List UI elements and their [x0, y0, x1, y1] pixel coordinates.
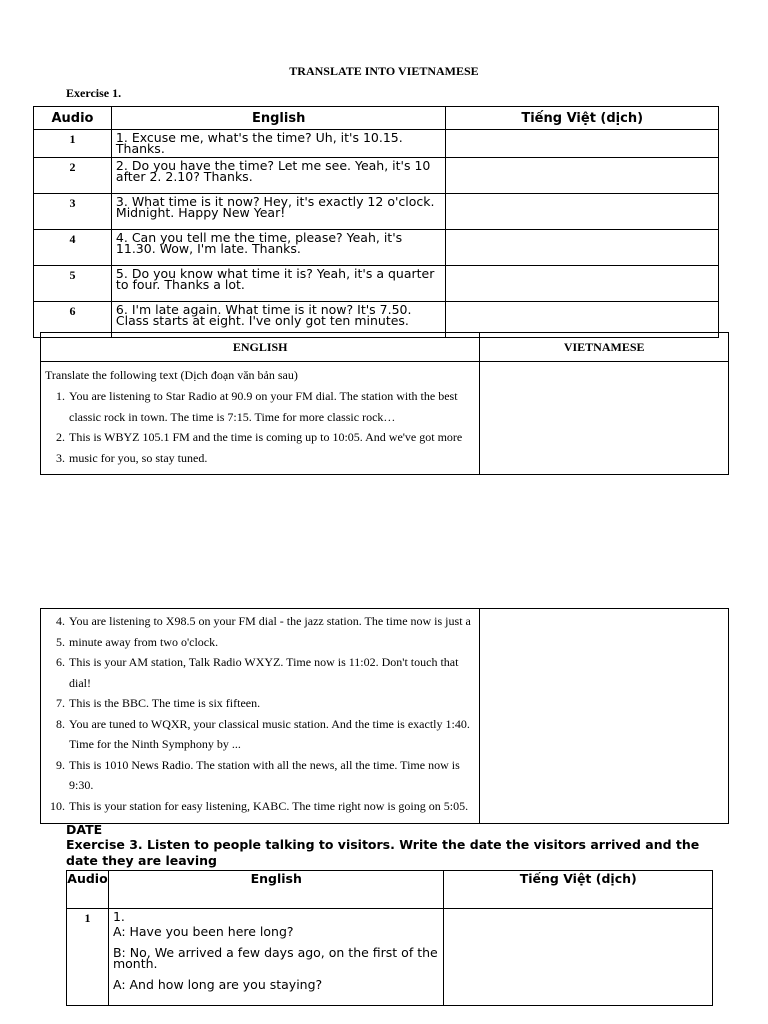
translation-cell[interactable] — [446, 158, 719, 194]
exercise3-title: Exercise 3. Listen to people talking to visitors. Write the date the visitors arrived and the date they are leaving — [66, 837, 700, 868]
translation-cell[interactable] — [446, 194, 719, 230]
english-text-cell — [41, 609, 480, 824]
page-title: TRANSLATE INTO VIETNAMESE — [289, 64, 479, 78]
exercise2-table — [40, 332, 729, 475]
list-item: 7. This is the BBC. The time is six fifteen. — [56, 696, 261, 710]
list-item: classic rock in town. The time is 7:15. Time for more classic rock… — [69, 409, 396, 424]
radio-text-list — [45, 386, 475, 468]
audio-number: 3 — [34, 194, 112, 230]
table-row — [34, 230, 719, 266]
english-sentence: 5. Do you know what time it is? Yeah, it's a quarter to four. Thanks a lot. — [111, 266, 445, 302]
header-audio: Audio — [67, 871, 109, 909]
dialogue-cell — [108, 909, 443, 1006]
english-text-cell — [41, 362, 480, 475]
header-english: English — [111, 107, 445, 130]
table-row — [34, 158, 719, 194]
audio-number: 4 — [34, 230, 112, 266]
translation-cell[interactable] — [446, 266, 719, 302]
header-english: ENGLISH — [41, 333, 480, 362]
english-sentence: 2. Do you have the time? Let me see. Yeah, it's 10 after 2. 2.10? Thanks. — [111, 158, 445, 194]
english-sentence: 6. I'm late again. What time is it now? It's 7.50. Class starts at eight. I've only got ten minutes. — [111, 302, 445, 338]
table-row — [34, 194, 719, 230]
translation-cell[interactable] — [480, 362, 729, 475]
translation-cell[interactable] — [446, 230, 719, 266]
translation-cell[interactable] — [446, 130, 719, 158]
english-sentence: 1. Excuse me, what's the time? Uh, it's 10.15. Thanks. — [111, 130, 445, 158]
english-sentence: 3. What time is it now? Hey, it's exactly 12 o'clock. Midnight. Happy New Year! — [111, 194, 445, 230]
list-item: 9:30. — [69, 778, 94, 792]
table-row — [67, 909, 713, 1006]
translation-cell[interactable] — [444, 909, 713, 1006]
exercise1-table — [33, 106, 719, 338]
radio-text-list — [45, 611, 475, 816]
audio-number: 6 — [34, 302, 112, 338]
audio-number: 1 — [67, 909, 109, 1006]
list-item: 1. You are listening to Star Radio at 90.9 on your FM dial. The station with the best — [56, 389, 458, 403]
list-item: 10. This is your station for easy listening, KABC. The time right now is going on 5:05. — [50, 798, 469, 813]
translation-cell[interactable] — [480, 609, 729, 824]
english-sentence: 4. Can you tell me the time, please? Yeah, it's 11.30. Wow, I'm late. Thanks. — [111, 230, 445, 266]
list-item: 2. This is WBYZ 105.1 FM and the time is coming up to 10:05. And we've got more — [56, 430, 463, 444]
header-vietnamese: Tiếng Việt (dịch) — [444, 871, 713, 909]
list-item: 3. music for you, so stay tuned. — [56, 450, 208, 465]
audio-number: 1 — [34, 130, 112, 158]
dialogue-line: A: Have you been here long? — [112, 924, 294, 939]
header-vietnamese: VIETNAMESE — [480, 333, 729, 362]
dialogue-line: 1. — [112, 909, 125, 924]
header-audio: Audio — [34, 107, 112, 130]
list-item: Time for the Ninth Symphony by ... — [69, 737, 241, 751]
exercise1-label: Exercise 1. — [66, 86, 122, 100]
list-item: 6. This is your AM station, Talk Radio WXYZ. Time now is 11:02. Don't touch that — [56, 655, 459, 669]
list-item: dial! — [69, 675, 91, 690]
header-english: English — [108, 871, 443, 909]
exercise3-table — [66, 870, 713, 1006]
section-heading-date: DATE — [66, 822, 103, 837]
dialogue-line: B: No, We arrived a few days ago, on the first of the month. — [112, 945, 438, 971]
list-item: 9. This is 1010 News Radio. The station with all the news, all the time. Time now is — [56, 757, 460, 772]
audio-number: 2 — [34, 158, 112, 194]
table-row — [34, 130, 719, 158]
list-item: 4. You are listening to X98.5 on your FM dial - the jazz station. The time now is just a — [56, 614, 471, 628]
exercise2-table-continued — [40, 608, 729, 824]
table-row — [41, 609, 729, 824]
dialogue-line: A: And how long are you staying? — [112, 977, 323, 992]
instruction-text: Translate the following text (Dịch đoạn văn bản sau) — [45, 368, 298, 382]
table-row — [41, 362, 729, 475]
list-item: 8. You are tuned to WQXR, your classical music station. And the time is exactly 1:40. — [56, 716, 470, 731]
audio-number: 5 — [34, 266, 112, 302]
list-item: 5. minute away from two o'clock. — [56, 634, 219, 649]
table-row — [34, 266, 719, 302]
header-vietnamese: Tiếng Việt (dịch) — [446, 107, 719, 130]
